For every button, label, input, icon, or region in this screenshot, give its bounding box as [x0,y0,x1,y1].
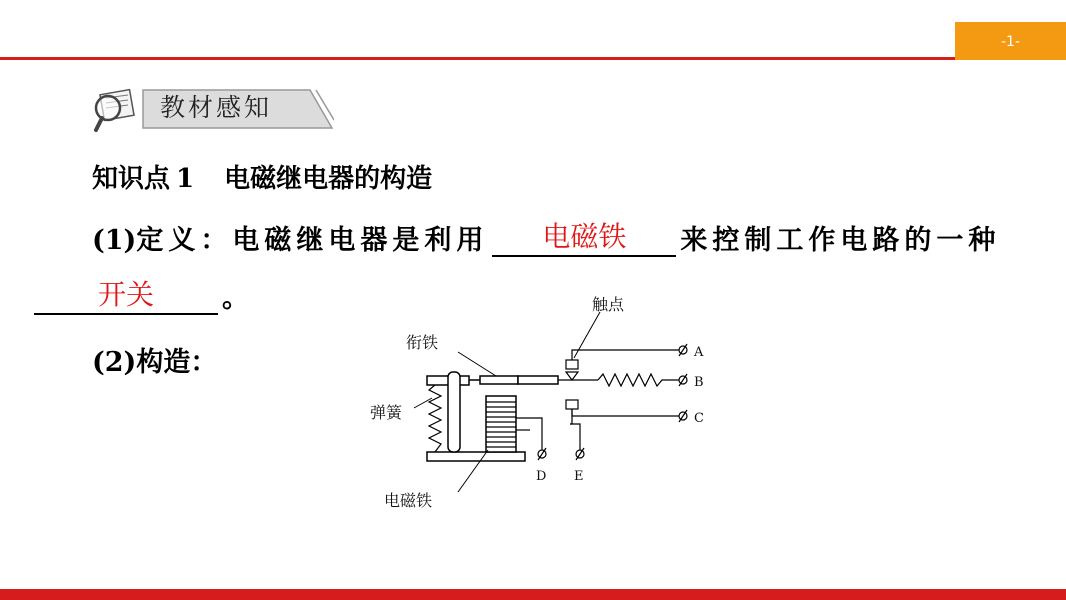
page-number-tag: -1- [955,22,1066,60]
bottom-rule [0,589,1066,600]
label-spring: 弹簧 [370,403,403,422]
structure-label: (2)构造： [92,347,218,378]
electromagnet-core [486,396,516,452]
heading-title: 电磁继电器的构造 [224,164,433,194]
relay-post [448,372,460,452]
terminal-d [538,448,546,460]
terminal-e [576,448,584,460]
terminal-c [679,410,687,422]
definition-before: 定义：电磁继电器是利用 [136,225,489,256]
label-c: C [694,411,704,426]
relay-diagram [370,290,720,515]
label-d: D [536,469,547,484]
definition-label: (1) [92,225,137,256]
armature [480,376,518,384]
terminal-a [679,344,687,356]
definition-after: 来控制工作电路的一种 [680,225,1001,256]
label-e: E [574,469,584,484]
terminal-b [679,374,687,386]
label-b: B [694,375,704,390]
moving-contact [566,372,578,380]
heading-number: 1 [176,164,195,194]
knowledge-point-heading [92,158,432,195]
definition-line-2 [30,276,249,315]
answer-electromagnet: 电磁铁 [542,220,627,253]
definition-end: 。 [222,283,249,314]
heading-prefix: 知识点 [92,164,171,194]
return-spring [598,374,680,386]
answer-blank-1 [492,220,676,257]
label-armature: 衔铁 [406,333,439,352]
magnifier-book-icon [96,90,134,130]
definition-line [92,218,1000,257]
answer-blank-2 [34,278,218,315]
relay-base [427,452,525,461]
label-contact: 触点 [592,295,625,314]
section-title: 教材感知 [160,93,273,122]
lower-contact [566,400,578,409]
upper-contact [566,360,578,369]
top-rule [0,57,955,60]
armature-arm [518,376,558,384]
spring-coil [429,385,441,452]
label-a: A [694,345,704,360]
label-electromagnet: 电磁铁 [384,491,433,510]
answer-switch: 开关 [97,278,154,311]
